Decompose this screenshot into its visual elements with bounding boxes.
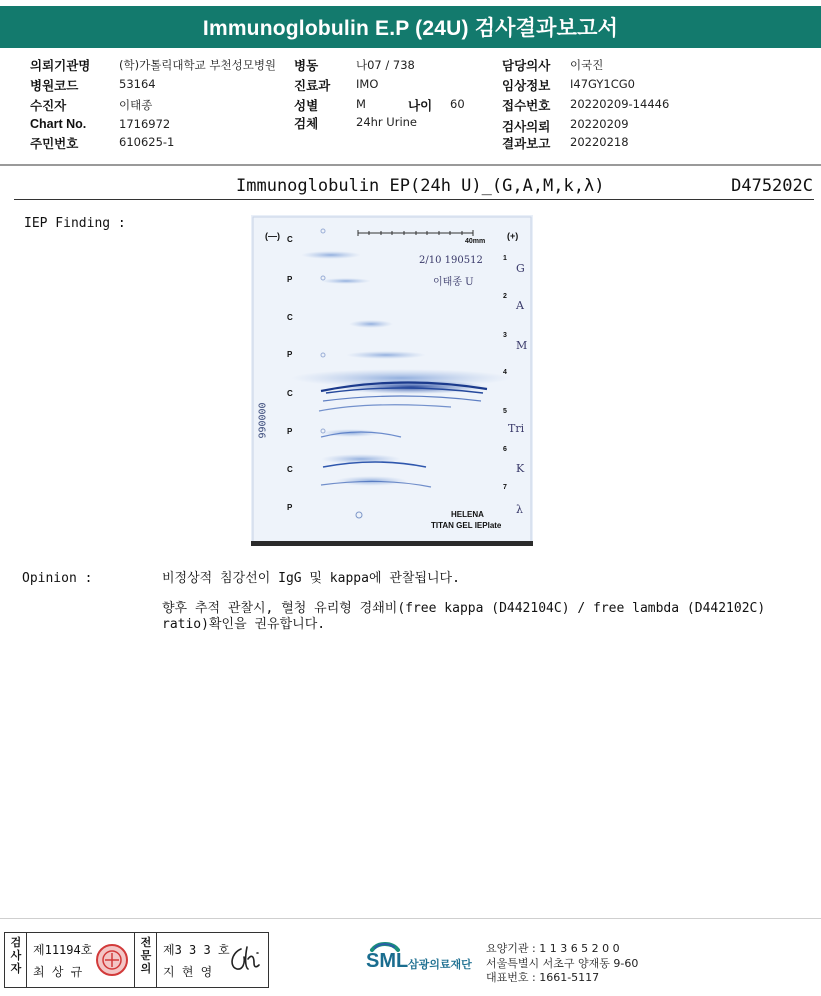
specialist-name: 지 현 영 xyxy=(163,965,213,979)
gel-lane-g: G xyxy=(516,262,525,275)
seal-icon xyxy=(95,943,129,977)
org-name: 삼광의료재단 xyxy=(408,959,472,971)
footer-divider xyxy=(0,918,821,919)
gel-mark-p-2: P xyxy=(287,350,293,359)
gel-lane-num-2: 2 xyxy=(503,293,507,300)
ward-value: 나07 / 738 xyxy=(356,58,415,72)
sex-value: M xyxy=(356,97,366,111)
request-value: 20220209 xyxy=(570,117,629,131)
inspector-cell xyxy=(27,933,135,987)
id-label: 주민번호 xyxy=(30,137,79,151)
inspector-license: 제11194호 xyxy=(33,943,93,957)
gel-handwrite-name: 이태종 U xyxy=(433,277,474,288)
doctor-label: 담당의사 xyxy=(502,59,551,73)
specimen-value: 24hr Urine xyxy=(356,115,418,129)
gel-lane-num-1: 1 xyxy=(503,255,507,262)
care-org-number: 요양기관 : 1 1 3 6 5 2 0 0 xyxy=(486,942,620,955)
id-value: 610625-1 xyxy=(119,135,175,149)
receipt-label: 접수번호 xyxy=(502,99,551,113)
gel-lane-lambda: λ xyxy=(516,503,523,516)
org-address: 서울특별시 서초구 양재동 9-60 xyxy=(486,957,639,970)
gel-scale-label: 40mm xyxy=(465,238,486,245)
age-label: 나이 xyxy=(408,99,433,113)
inspector-label-cell xyxy=(5,933,27,987)
test-title: Immunoglobulin EP(24h U)_(G,A,M,k,λ) xyxy=(236,176,605,196)
specialist-label-cell xyxy=(135,933,157,987)
gel-handwrite-date: 2/10 190512 xyxy=(419,255,483,266)
gel-brand-helena: HELENA xyxy=(451,510,484,519)
gel-lane-num-7: 7 xyxy=(503,484,507,491)
clinical-label: 임상정보 xyxy=(502,79,551,93)
specialist-cell xyxy=(157,933,268,987)
specimen-label: 검체 xyxy=(294,117,319,131)
gel-electrophoresis-image xyxy=(251,215,533,546)
org-phone: 대표번호 : 1661-5117 xyxy=(486,971,600,984)
request-label: 검사의뢰 xyxy=(502,120,551,134)
dept-label: 진료과 xyxy=(294,79,331,93)
sml-text: SML xyxy=(366,950,409,972)
patient-value: 이태종 xyxy=(119,98,153,112)
inspector-label: 검사자 xyxy=(10,937,22,975)
clinical-value: I47GY1CG0 xyxy=(570,77,635,91)
opinion-line-1: 비정상적 침강선이 IgG 및 kappa에 관찰됩니다. xyxy=(162,571,460,586)
report-title: Immunoglobulin E.P (24U) 검사결과보고서 xyxy=(0,6,821,48)
info-divider xyxy=(0,164,821,166)
gel-lane-tri: Tri xyxy=(508,422,525,435)
institution-label: 의뢰기관명 xyxy=(30,59,91,73)
gel-negative-label: (—) xyxy=(265,231,280,241)
age-value: 60 xyxy=(450,97,465,111)
chart-no-label: Chart No. xyxy=(30,117,87,131)
report-value: 20220218 xyxy=(570,135,629,149)
signature-icon xyxy=(227,943,263,975)
gel-lane-k: K xyxy=(516,462,525,475)
signature-box xyxy=(4,932,269,988)
title-divider xyxy=(14,199,814,200)
specialist-license: 제3 3 3 호 xyxy=(163,943,230,957)
chart-no-value: 1716972 xyxy=(119,117,171,131)
report-label: 결과보고 xyxy=(502,137,551,151)
doctor-value: 이국진 xyxy=(570,58,604,72)
gel-lane-m: M xyxy=(516,339,528,352)
institution-value: (학)가톨릭대학교 부천성모병원 xyxy=(119,58,277,72)
gel-lane-num-4: 4 xyxy=(503,369,507,376)
test-code: D475202C xyxy=(731,176,813,196)
ward-label: 병동 xyxy=(294,59,319,73)
gel-positive-label: (+) xyxy=(507,231,519,241)
gel-mark-c-1: C xyxy=(287,235,293,244)
gel-side-number: 000066 xyxy=(255,402,267,439)
gel-mark-p-1: P xyxy=(287,275,293,284)
hospital-code-value: 53164 xyxy=(119,77,156,91)
sex-label: 성별 xyxy=(294,99,319,113)
gel-mark-p-4: P xyxy=(287,503,293,512)
gel-mark-c-4: C xyxy=(287,465,293,474)
hospital-code-label: 병원코드 xyxy=(30,79,79,93)
gel-mark-c-2: C xyxy=(287,313,293,322)
specialist-label: 전문의 xyxy=(140,937,152,975)
iep-finding-label: IEP Finding : xyxy=(24,216,126,231)
gel-lane-num-5: 5 xyxy=(503,408,507,415)
receipt-value: 20220209-14446 xyxy=(570,97,670,111)
gel-lane-a: A xyxy=(516,299,524,312)
gel-lane-num-3: 3 xyxy=(503,332,507,339)
gel-mark-c-3: C xyxy=(287,389,293,398)
gel-mark-p-3: P xyxy=(287,427,293,436)
patient-label: 수진자 xyxy=(30,99,67,113)
opinion-label: Opinion : xyxy=(22,571,93,586)
inspector-name: 최 상 규 xyxy=(33,965,83,979)
dept-value: IMO xyxy=(356,77,379,91)
gel-brand-titan: TITAN GEL IEPlate xyxy=(431,521,502,530)
patient-info-panel xyxy=(0,52,821,166)
sml-logo xyxy=(366,940,486,985)
opinion-line-2: 향후 추적 관찰시, 혈청 유리형 경쇄비(free kappa (D442104C) / free lambda (D442102C) ratio)확인을 권유합니다. xyxy=(162,601,766,632)
gel-lane-num-6: 6 xyxy=(503,446,507,453)
